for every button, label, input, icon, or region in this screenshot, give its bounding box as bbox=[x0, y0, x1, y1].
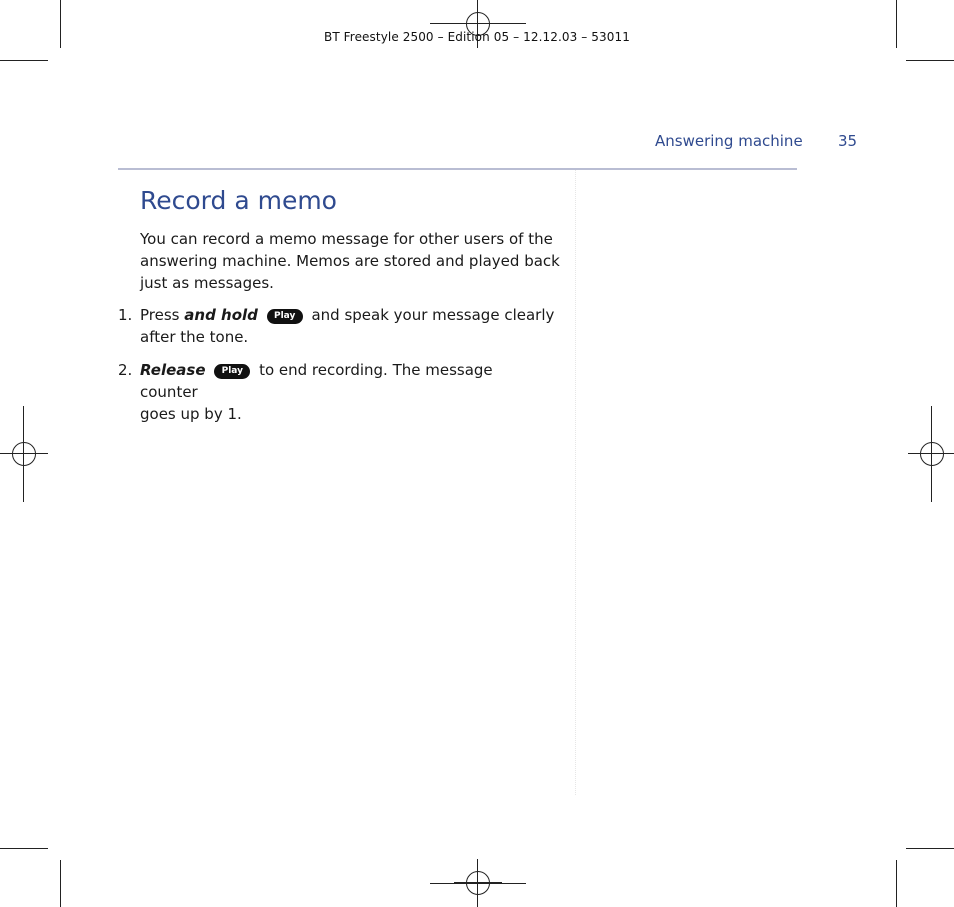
header-rule bbox=[118, 168, 797, 170]
crop-mark-top-left-horizontal bbox=[0, 60, 48, 61]
crop-mark-top-right-horizontal bbox=[906, 60, 954, 61]
intro-paragraph: You can record a memo message for other users of the answering machine. Memos are stored and played back just as messages. bbox=[140, 230, 560, 292]
column-divider bbox=[575, 170, 576, 795]
running-header-section: Answering machine bbox=[655, 132, 803, 150]
step-text bbox=[140, 304, 555, 348]
step-number: 2. bbox=[118, 361, 133, 379]
crop-mark-bottom-right-vertical bbox=[896, 860, 897, 907]
registration-mark-right-line bbox=[931, 406, 932, 502]
step-emphasis: Release bbox=[140, 361, 206, 379]
play-key-icon: Play bbox=[267, 309, 303, 324]
registration-mark-bottom-line bbox=[430, 883, 526, 884]
crop-mark-bottom-right-horizontal bbox=[906, 848, 954, 849]
crop-mark-bottom-left-vertical bbox=[60, 860, 61, 907]
step-text bbox=[140, 359, 555, 425]
page-number: 35 bbox=[838, 132, 858, 150]
step-rest-line2: after the tone. bbox=[140, 328, 249, 346]
crop-mark-bottom-left-horizontal bbox=[0, 848, 48, 849]
registration-mark-left bbox=[0, 430, 48, 478]
step-number: 1. bbox=[118, 306, 133, 324]
play-key-icon: Play bbox=[214, 364, 250, 379]
step-rest-line2: goes up by 1. bbox=[140, 405, 242, 423]
registration-mark-top-line bbox=[430, 23, 526, 24]
registration-mark-left-line bbox=[23, 406, 24, 502]
step-rest-line1: to end recording. The message counter bbox=[140, 361, 493, 401]
step-emphasis: and hold bbox=[184, 306, 258, 324]
document-id: BT Freestyle 2500 – Edition 05 – 12.12.03 – 53011 bbox=[324, 30, 630, 44]
page-title: Record a memo bbox=[140, 186, 337, 215]
step-rest-line1: and speak your message clearly bbox=[311, 306, 555, 324]
step-prefix: Press bbox=[140, 306, 180, 324]
